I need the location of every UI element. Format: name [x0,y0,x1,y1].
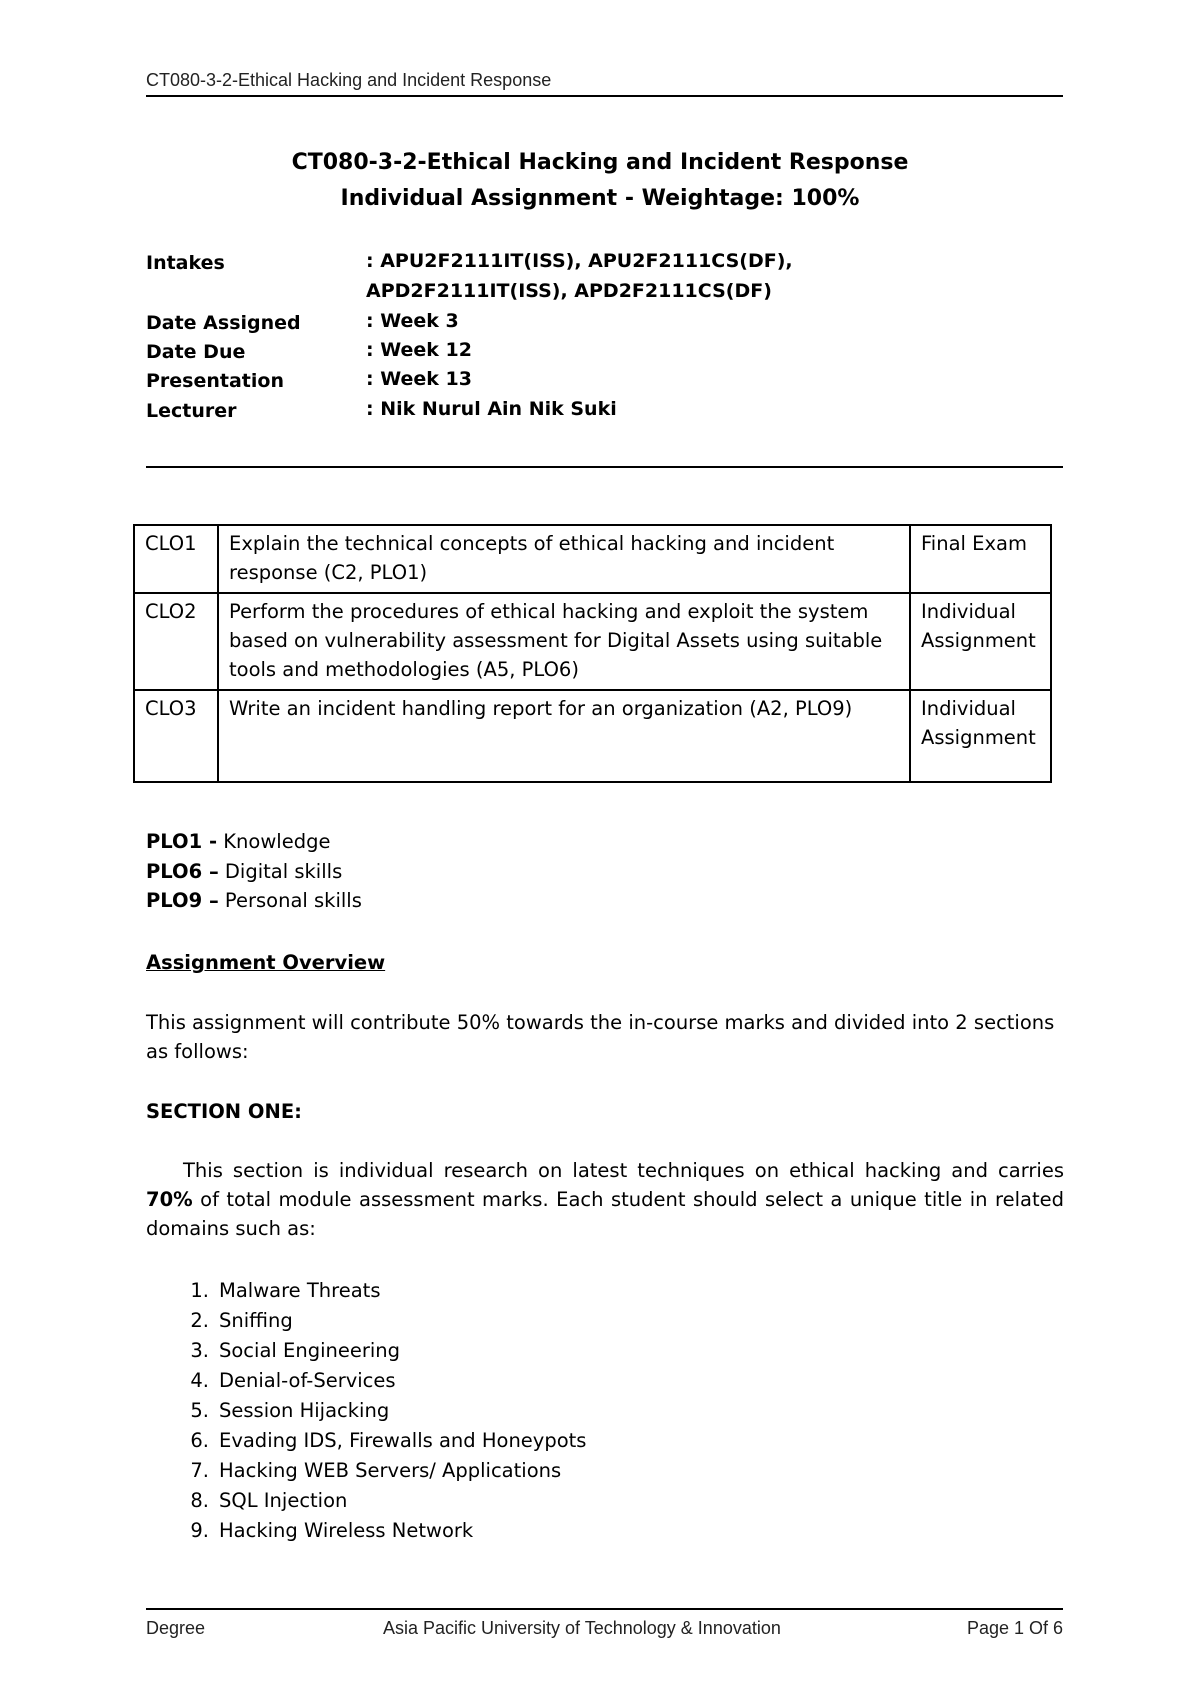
list-item [146,1456,586,1486]
list-number: 6. [190,1429,209,1452]
clo-code: CLO3 [134,690,218,782]
clo-code: CLO2 [134,593,218,690]
list-label: Sniffing [219,1309,293,1332]
list-label: Hacking WEB Servers/ Applications [219,1459,562,1482]
footer-center: Asia Pacific University of Technology & Innovation [383,1618,781,1638]
list-number: 2. [190,1309,209,1332]
list-number: 4. [190,1369,209,1392]
list-item [146,1336,586,1366]
plo-text: Knowledge [217,830,331,853]
footer-left: Degree [146,1618,206,1638]
meta-value: : Week 12 [366,339,472,361]
meta-label: Date Assigned [146,312,301,334]
plo-item [146,889,362,912]
section-one-heading: SECTION ONE: [146,1100,302,1123]
meta-label: Lecturer [146,400,237,422]
list-item [146,1396,586,1426]
document-title: CT080-3-2-Ethical Hacking and Incident Response [291,150,909,175]
clo-table [133,524,1052,783]
list-label: Social Engineering [219,1339,401,1362]
table-row [134,593,1051,690]
list-item [146,1276,586,1306]
list-label: Denial-of-Services [219,1369,396,1392]
topic-list [146,1276,586,1546]
plo-code: PLO6 – [146,860,219,883]
list-item [146,1486,586,1516]
meta-value: : Week 13 [366,368,472,390]
list-item [146,1426,586,1456]
list-label: SQL Injection [219,1489,348,1512]
overview-heading: Assignment Overview [146,951,386,974]
plo-text: Personal skills [218,889,362,912]
clo-description: Perform the procedures of ethical hacking and exploit the system based on vulnerability assessment for Digital Assets using suitable tools and methodologies (A5, PLO6) [218,593,910,690]
meta-value: : APU2F2111IT(ISS), APU2F2111CS(DF), APD2F2111IT(ISS), APD2F2111CS(DF) [366,250,793,302]
meta-value: : Nik Nurul Ain Nik Suki [366,398,617,420]
list-number: 7. [190,1459,209,1482]
list-number: 3. [190,1339,209,1362]
overview-intro: This assignment will contribute 50% towards the in-course marks and divided into 2 sections as follows: [146,1011,1055,1063]
meta-value: : Week 3 [366,310,459,332]
header-rule [146,95,1063,97]
clo-description: Write an incident handling report for an organization (A2, PLO9) [218,690,910,782]
paragraph-text: This section is individual research on latest techniques on ethical hacking and carries [183,1159,1064,1182]
clo-assessment: Individual Assignment [910,593,1051,690]
section-rule [146,466,1063,468]
list-label: Session Hijacking [219,1399,390,1422]
list-item [146,1516,586,1546]
list-label: Malware Threats [219,1279,381,1302]
list-number: 8. [190,1489,209,1512]
list-item [146,1306,586,1336]
document-subtitle: Individual Assignment - Weightage: 100% [340,186,860,211]
list-item [146,1366,586,1396]
plo-code: PLO9 – [146,889,219,912]
plo-item [146,830,330,853]
clo-assessment: Final Exam [910,525,1051,593]
plo-text: Digital skills [218,860,343,883]
plo-item [146,860,342,883]
meta-label: Date Due [146,341,246,363]
footer-page-number: Page 1 Of 6 [967,1618,1064,1638]
list-number: 1. [190,1279,209,1302]
meta-label: Presentation [146,370,284,392]
footer-rule [146,1608,1063,1610]
list-number: 5. [190,1399,209,1422]
table-row [134,525,1051,593]
list-number: 9. [190,1519,209,1542]
table-row [134,690,1051,782]
paragraph-emphasis: 70% [146,1188,193,1211]
paragraph-text: of total module assessment marks. Each student should select a unique title in related domains such as: [146,1188,1064,1240]
list-label: Hacking Wireless Network [219,1519,474,1542]
meta-label: Intakes [146,252,225,274]
list-label: Evading IDS, Firewalls and Honeypots [219,1429,587,1452]
clo-code: CLO1 [134,525,218,593]
running-header: CT080-3-2-Ethical Hacking and Incident Response [146,70,552,90]
clo-description: Explain the technical concepts of ethical hacking and incident response (C2, PLO1) [218,525,910,593]
plo-code: PLO1 - [146,830,218,853]
section-one-paragraph [146,1156,1064,1243]
clo-assessment: Individual Assignment [910,690,1051,782]
